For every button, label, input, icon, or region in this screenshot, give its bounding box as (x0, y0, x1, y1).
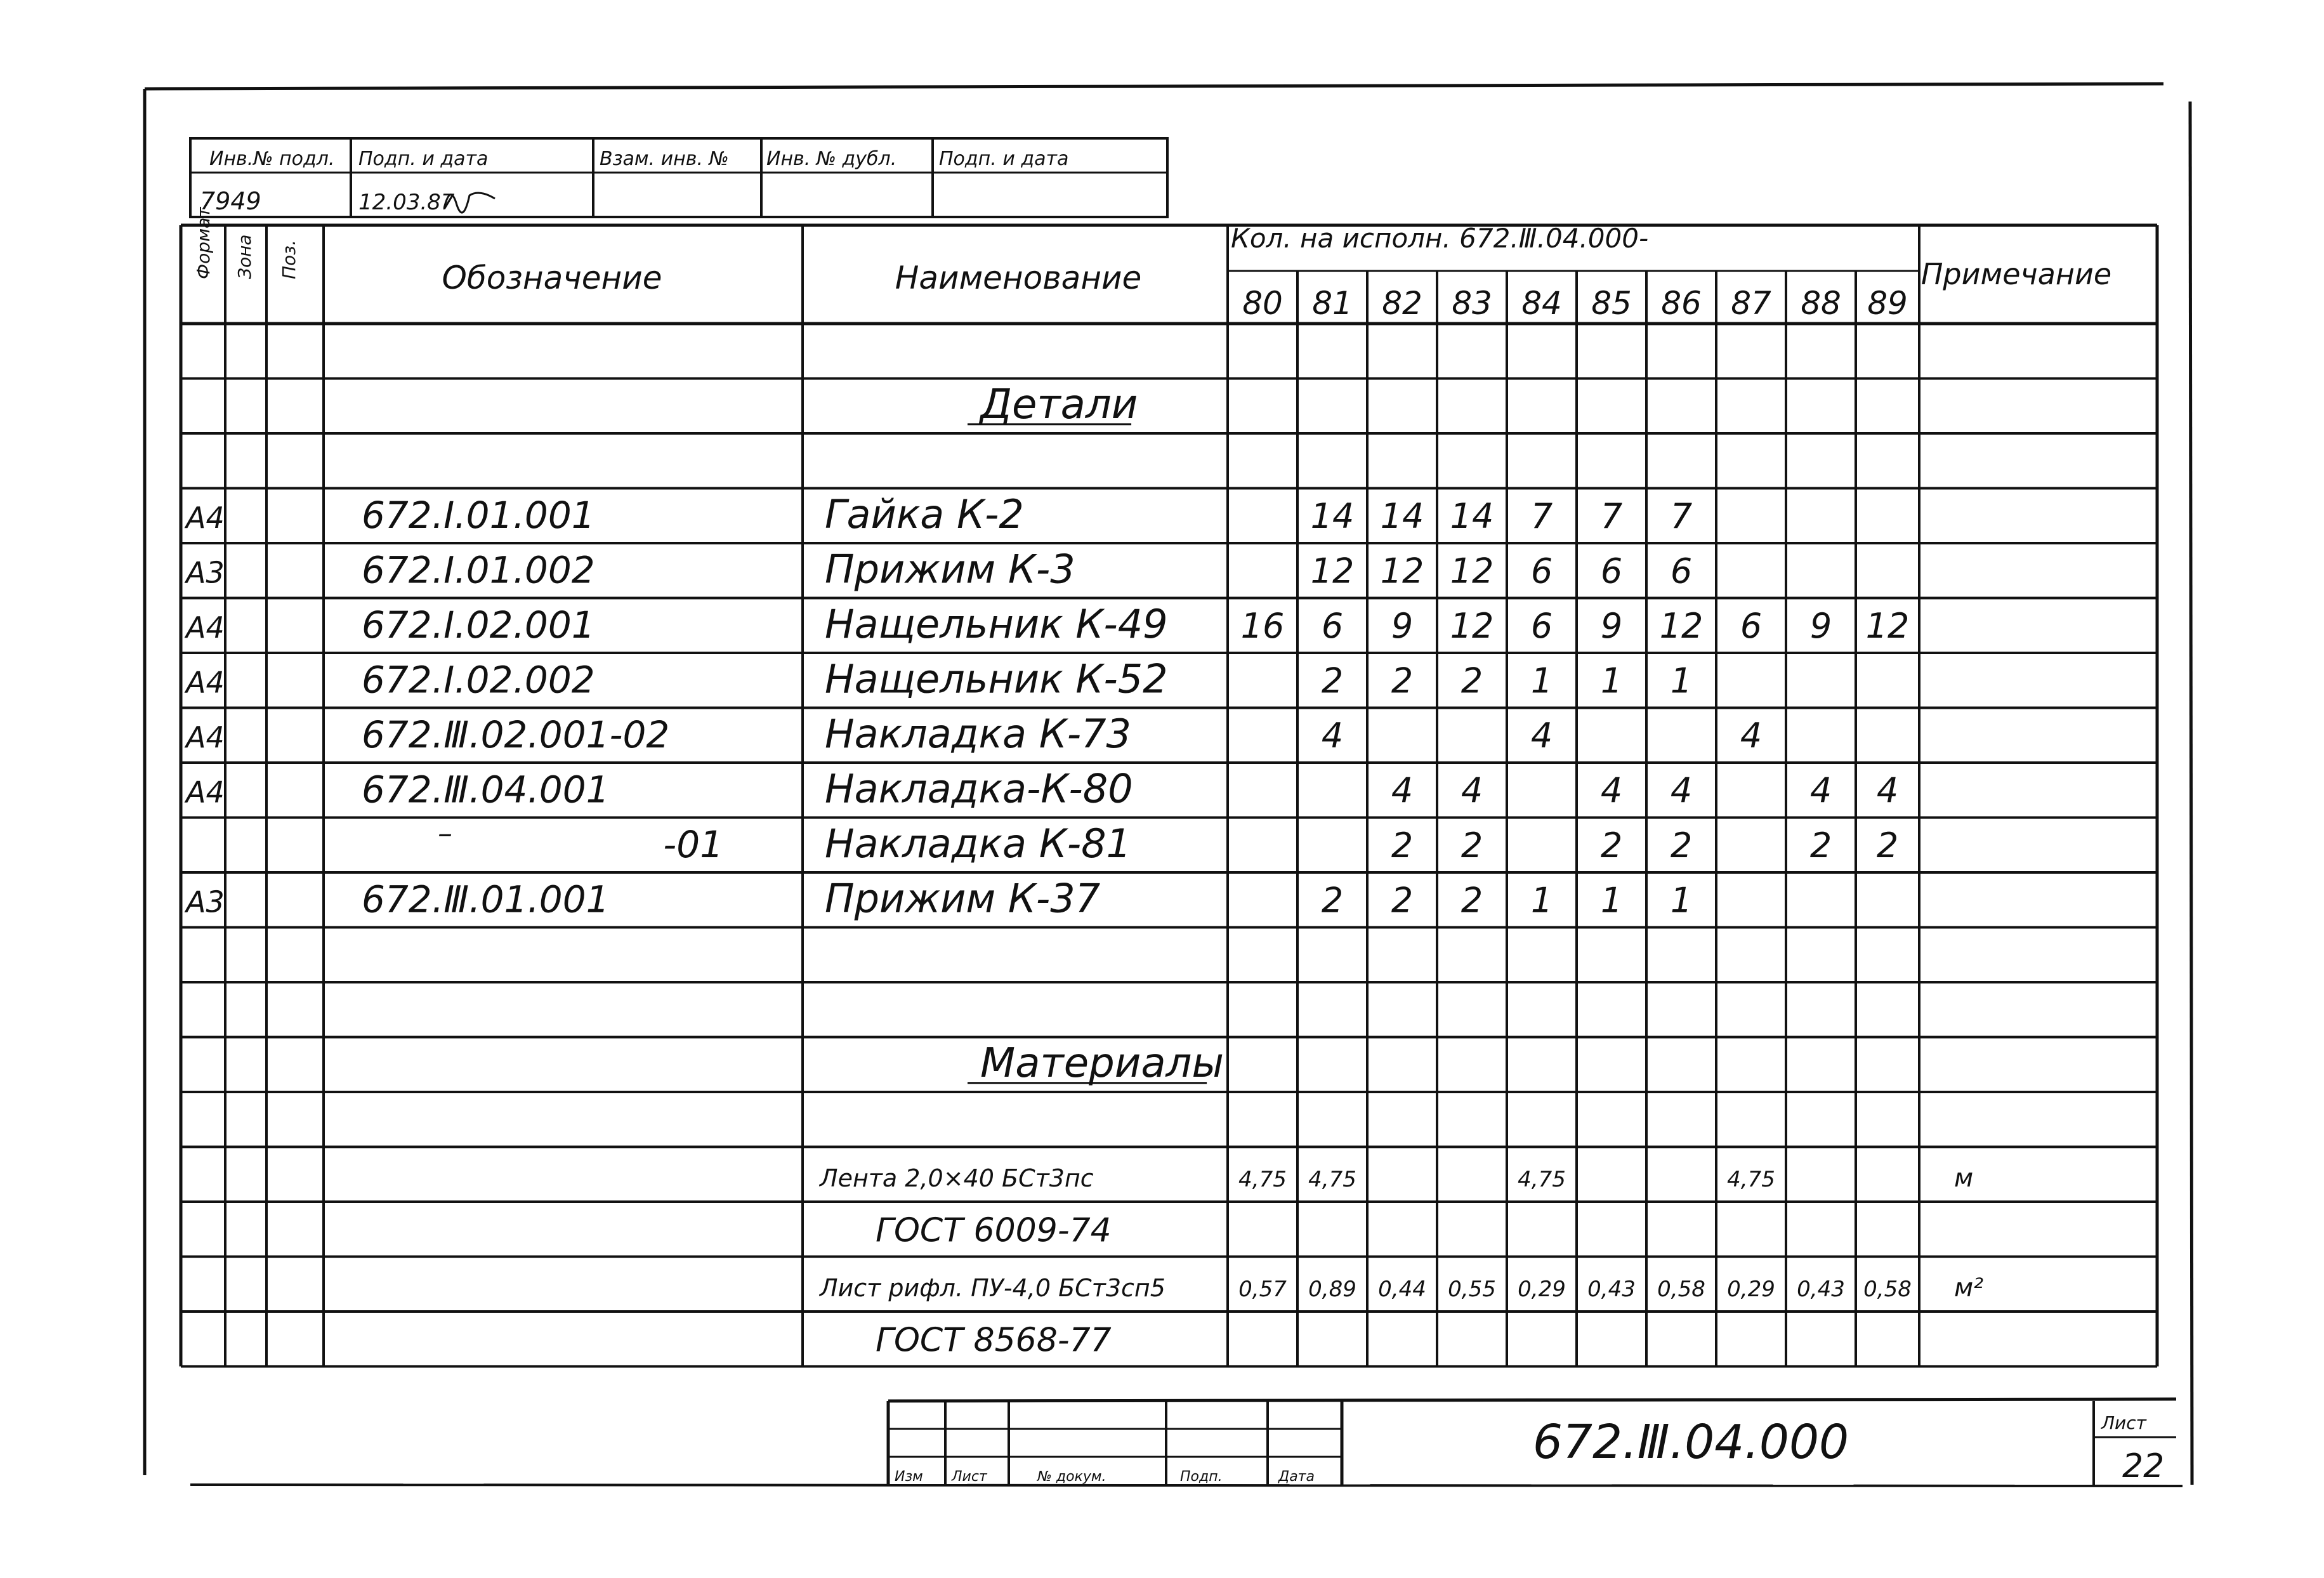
stamp-header-inv-dubl: Инв. № дубл. (766, 148, 897, 170)
row-qty: 6 (1530, 551, 1553, 591)
row-qty: 7 (1530, 496, 1553, 536)
row-qty: 4 (1670, 770, 1693, 811)
title-block (888, 1399, 2176, 1485)
header-name: Наименование (895, 260, 1142, 296)
table-row (184, 765, 1898, 812)
row-qty: 4 (1740, 715, 1763, 756)
row-qty: 6 (1600, 551, 1623, 591)
stamp-header-podp-data: Подп. и дата (358, 148, 489, 170)
row-qty: 0,57 (1238, 1276, 1287, 1302)
row-designation: 672.Ⅲ.02.001-02 (362, 713, 670, 756)
spec-table-header (193, 207, 2111, 296)
header-zone: Зона (234, 234, 255, 279)
row-designation: 672.Ⅲ.04.001 (362, 768, 610, 812)
stamp-inv-number: 7949 (200, 187, 261, 215)
row-name: Прижим К-37 (825, 875, 1101, 922)
row-qty: 12 (1310, 551, 1355, 591)
spec-table-rows (184, 381, 1983, 1360)
row-qty: 12 (1380, 551, 1424, 591)
row-name: Лента 2,0×40 БСт3пс (820, 1164, 1094, 1192)
variant-header-86: 86 (1661, 285, 1702, 322)
title-bottom-label-podp: Подп. (1180, 1469, 1223, 1485)
row-qty: 2 (1391, 880, 1414, 921)
row-qty: 4,75 (1308, 1166, 1356, 1192)
row-designation: 672.Ⅲ.01.001 (362, 878, 610, 921)
table-row (968, 381, 1138, 428)
table-row (968, 1040, 1224, 1087)
stamp-table (190, 138, 1167, 217)
title-bottom-label-doc: № докум. (1037, 1469, 1106, 1485)
header-pos: Поз. (279, 240, 299, 279)
row-qty: 0,44 (1378, 1276, 1426, 1302)
row-qty: 1 (1600, 880, 1623, 921)
table-row (184, 711, 1762, 757)
table-row (876, 1321, 1112, 1359)
header-note: Примечание (1920, 257, 2112, 291)
row-format: А4 (186, 775, 225, 810)
row-qty: 2 (1321, 661, 1344, 701)
row-qty: 4 (1461, 770, 1483, 811)
row-format: А3 (186, 555, 225, 590)
row-format: А4 (186, 500, 225, 535)
row-qty: 2 (1461, 880, 1483, 921)
row-qty: 12 (1450, 551, 1494, 591)
title-bottom-label-izm: Изм (895, 1469, 923, 1485)
row-qty: 9 (1600, 605, 1623, 646)
table-row (184, 655, 1692, 702)
row-designation-dash: – (438, 815, 452, 850)
row-qty: 4,75 (1518, 1166, 1566, 1192)
table-row (818, 1273, 1983, 1303)
variant-header-83: 83 (1452, 285, 1492, 322)
row-qty: 7 (1600, 496, 1623, 536)
row-designation: 672.Ⅰ.01.001 (362, 493, 595, 537)
sheet-label: Лист (2101, 1412, 2146, 1433)
row-qty: 4 (1391, 770, 1414, 811)
title-bottom-label-list: Лист (952, 1469, 987, 1485)
table-row (184, 601, 1909, 647)
variant-header-81: 81 (1312, 285, 1353, 322)
row-qty: 0,29 (1518, 1276, 1566, 1302)
row-qty: 4 (1809, 770, 1832, 811)
row-note: м² (1954, 1273, 1984, 1303)
row-designation: -01 (663, 822, 723, 866)
section-title: Детали (980, 381, 1138, 428)
row-qty: 6 (1321, 605, 1344, 646)
row-name: Гайка К-2 (825, 490, 1024, 537)
row-qty: 12 (1450, 605, 1494, 646)
row-name: ГОСТ 8568-77 (876, 1321, 1112, 1360)
row-name: Накладка К-81 (825, 820, 1131, 867)
variant-header-87: 87 (1731, 285, 1771, 322)
row-qty: 1 (1670, 661, 1693, 701)
row-qty: 4 (1600, 770, 1623, 811)
table-row (818, 1164, 1973, 1193)
sheet-number: 22 (2122, 1447, 2165, 1485)
variant-header-82: 82 (1382, 285, 1422, 322)
row-qty: 12 (1865, 605, 1910, 646)
row-qty: 14 (1450, 496, 1494, 536)
row-name: ГОСТ 6009-74 (876, 1211, 1112, 1250)
variant-header-80: 80 (1242, 285, 1283, 322)
header-designation: Обозначение (442, 260, 662, 296)
header-qty-title: Кол. на исполн. 672.Ⅲ.04.000- (1231, 223, 1649, 254)
row-qty: 14 (1380, 496, 1424, 536)
table-row (876, 1211, 1112, 1249)
variant-header-85: 85 (1591, 285, 1632, 322)
stamp-header-inv-podl: Инв.№ подл. (209, 148, 335, 170)
row-qty: 0,43 (1587, 1276, 1636, 1302)
row-qty: 1 (1600, 661, 1623, 701)
row-name: Нащельник К-52 (825, 655, 1168, 702)
row-qty: 4 (1530, 715, 1553, 756)
stamp-date: 12.03.87 (358, 190, 455, 215)
document-designation: 672.Ⅲ.04.000 (1532, 1415, 1849, 1470)
row-qty: 1 (1670, 880, 1693, 921)
variant-header-89: 89 (1867, 285, 1908, 322)
row-note: м (1954, 1163, 1974, 1193)
table-row (184, 491, 1692, 537)
row-qty: 1 (1530, 880, 1553, 921)
variant-header-88: 88 (1801, 285, 1841, 322)
row-qty: 1 (1530, 661, 1553, 701)
table-row (184, 546, 1692, 592)
row-qty: 2 (1461, 661, 1483, 701)
row-qty: 14 (1310, 496, 1355, 536)
row-qty: 2 (1391, 661, 1414, 701)
row-name: Накладка-К-80 (825, 765, 1133, 812)
row-qty: 2 (1600, 825, 1623, 865)
row-format: А4 (186, 610, 225, 645)
row-name: Нащельник К-49 (825, 600, 1168, 647)
row-qty: 0,89 (1308, 1276, 1356, 1302)
row-qty: 2 (1321, 880, 1344, 921)
section-title: Материалы (980, 1039, 1224, 1087)
row-qty: 7 (1670, 496, 1693, 536)
row-qty: 0,29 (1727, 1276, 1775, 1302)
title-bottom-label-data: Дата (1278, 1469, 1315, 1485)
table-row (184, 875, 1692, 921)
row-qty: 0,58 (1863, 1276, 1912, 1302)
row-designation: 672.Ⅰ.02.001 (362, 603, 595, 647)
row-name: Прижим К-3 (825, 546, 1075, 593)
row-qty: 0,58 (1657, 1276, 1705, 1302)
row-format: А3 (186, 884, 225, 919)
row-qty: 4 (1876, 770, 1899, 811)
row-name: Накладка К-73 (825, 710, 1131, 757)
variant-headers (1242, 285, 1908, 322)
row-qty: 0,55 (1448, 1276, 1496, 1302)
row-qty: 2 (1461, 825, 1483, 865)
row-qty: 6 (1670, 551, 1693, 591)
stamp-header-vzam-inv: Взам. инв. № (600, 148, 729, 170)
row-qty: 6 (1530, 605, 1553, 646)
row-qty: 2 (1670, 825, 1693, 865)
row-qty: 6 (1740, 605, 1763, 646)
row-qty: 2 (1809, 825, 1832, 865)
row-qty: 2 (1391, 825, 1414, 865)
stamp-header-podp-data-2: Подп. и дата (939, 148, 1069, 170)
row-qty: 9 (1809, 605, 1832, 646)
row-designation: 672.Ⅰ.02.002 (362, 658, 595, 702)
row-qty: 2 (1876, 825, 1899, 865)
header-format: Формат (193, 207, 214, 279)
row-designation: 672.Ⅰ.01.002 (362, 548, 595, 592)
row-qty: 16 (1240, 605, 1285, 646)
row-qty: 12 (1659, 605, 1704, 646)
row-format: А4 (186, 720, 225, 754)
row-qty: 4,75 (1727, 1166, 1775, 1192)
row-format: А4 (186, 665, 225, 700)
row-qty: 0,43 (1797, 1276, 1845, 1302)
row-name: Лист рифл. ПУ-4,0 БСт3сп5 (820, 1273, 1165, 1302)
row-qty: 9 (1391, 605, 1414, 646)
table-row (438, 816, 1898, 867)
variant-header-84: 84 (1521, 285, 1562, 322)
row-qty: 4 (1321, 715, 1344, 756)
row-qty: 4,75 (1238, 1166, 1287, 1192)
